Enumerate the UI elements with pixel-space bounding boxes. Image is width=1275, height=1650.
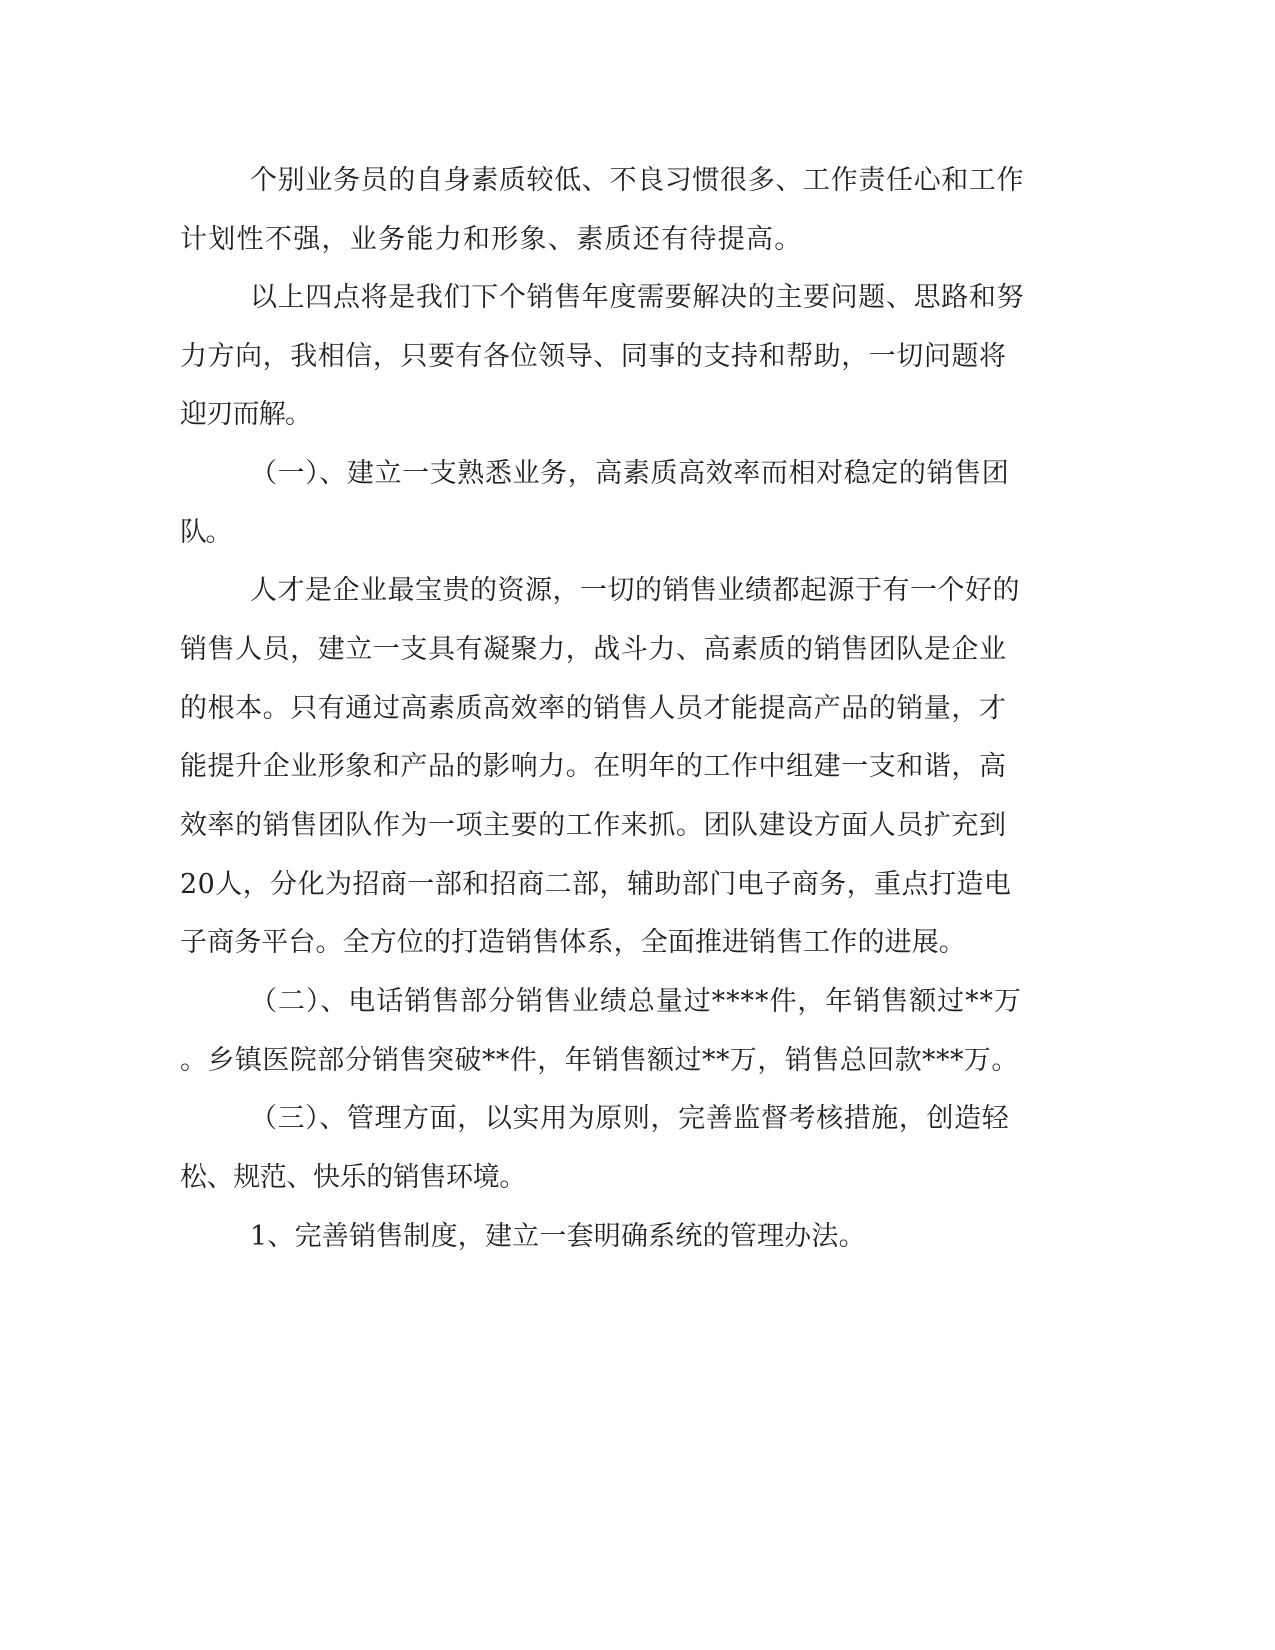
text-line: （三）、管理方面，以实用为原则，完善监督考核措施，创造轻 [250,1103,1010,1134]
text-line: 的根本。只有通过高素质高效率的销售人员才能提高产品的销量，才 [180,693,1007,724]
text-line: 销售人员，建立一支具有凝聚力，战斗力、高素质的销售团队是企业 [180,634,1007,665]
text-line: 计划性不强，业务能力和形象、素质还有待提高。 [180,224,803,255]
text-line: 1、完善销售制度，建立一套明确系统的管理办法。 [250,1221,866,1252]
text-line: （一）、建立一支熟悉业务，高素质高效率而相对稳定的销售团 [250,458,1010,489]
text-line: 子商务平台。全方位的打造销售体系，全面推进销售工作的进展。 [180,927,966,958]
text-line: 能提升企业形象和产品的影响力。在明年的工作中组建一支和谐，高 [180,751,1007,782]
text-line: 松、规范、快乐的销售环境。 [180,1162,526,1193]
text-line: 个别业务员的自身素质较低、不良习惯很多、工作责任心和工作 [250,165,1025,196]
text-line: 。乡镇医院部分销售突破**件，年销售额过**万，销售总回款***万。 [180,1045,1019,1076]
text-line: 20人，分化为招商一部和招商二部，辅助部门电子商务，重点打造电 [180,869,1012,900]
text-line: （二）、电话销售部分销售业绩总量过****件，年销售额过**万 [250,986,1022,1017]
text-line: 人才是企业最宝贵的资源，一切的销售业绩都起源于有一个好的 [250,575,1020,606]
text-line: 队。 [180,517,231,548]
text-line: 力方向，我相信，只要有各位领导、同事的支持和帮助，一切问题将 [180,341,1007,372]
text-line: 以上四点将是我们下个销售年度需要解决的主要问题、思路和努 [250,282,1025,313]
text-line: 效率的销售团队作为一项主要的工作来抓。团队建设方面人员扩充到 [180,810,1007,841]
text-line: 迎刃而解。 [180,399,312,430]
